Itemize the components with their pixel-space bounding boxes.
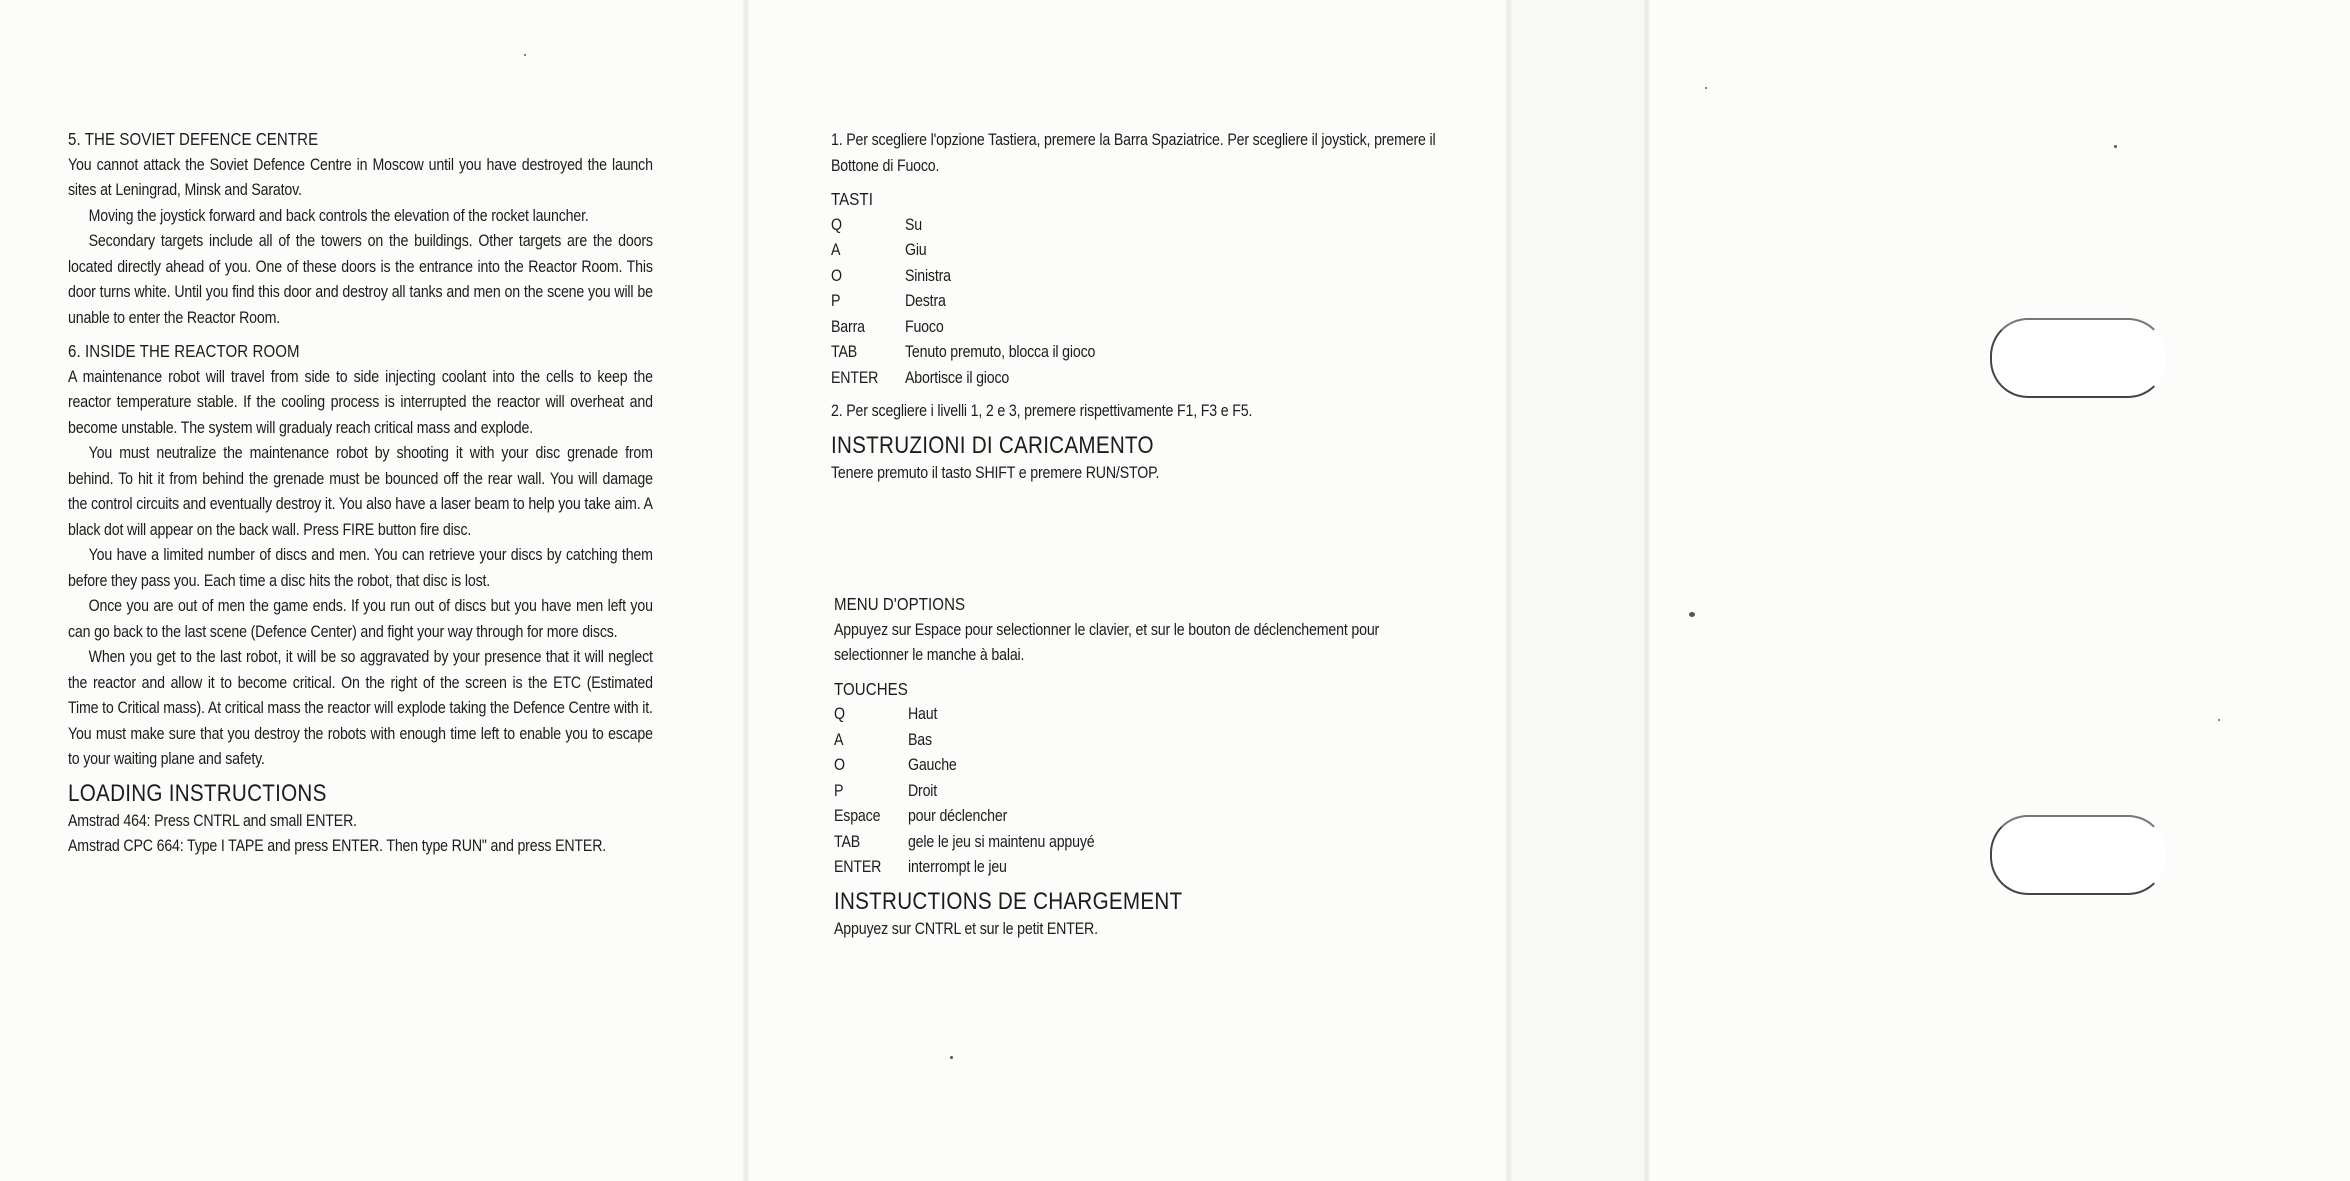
key-action: gele le jeu si maintenu appuyé [907, 832, 1095, 851]
key-name: Q [834, 705, 845, 723]
ink-speck [2114, 145, 2117, 148]
key-name: Q [831, 215, 842, 234]
ink-speck [2218, 719, 2220, 721]
key-name: O [831, 266, 842, 285]
key-name: P [831, 292, 841, 310]
spacer [834, 669, 1445, 677]
ink-speck [950, 1056, 953, 1059]
italian-intro: 1. Per scegliere l'opzione Tastiera, premere la Barra Spaziatrice. Per scegliere il joystick, premere il Bottone di Fuoco. [831, 131, 1436, 175]
loading-line: Amstrad CPC 664: Type I TAPE and press ENTER. Then type RUN" and press ENTER. [68, 837, 607, 855]
key-action: Giu [904, 241, 927, 259]
key-name: A [834, 730, 844, 749]
key-action: Abortisce il gioco [904, 368, 1010, 387]
flap-panel [1512, 0, 1645, 1181]
ink-speck [524, 54, 526, 56]
spacer [68, 331, 653, 339]
section6-paragraph: When you get to the last robot, it will be so aggravated by your presence that it will neglect the reactor and allow it to become critical. On the right of the screen is the ETC (Estimated Time to Critical mass). At critical mass the reactor will explode taking the Defence Centre with it. You must make sure that you destroy the robots with enough time left to enable you to escape to your waiting plane and safety. [68, 648, 653, 768]
key-name: P [834, 781, 844, 800]
spacer [831, 179, 1442, 187]
section6-paragraph: Once you are out of men the game ends. If you run out of discs but you have men left you can go back to the last scene (Defence Center) and fight your way through for more discs. [68, 597, 653, 641]
section6-paragraph: A maintenance robot will travel from side to side injecting coolant into the cells to keep the reactor temperature stable. If the cooling process is interrupted the reactor will overheat and become unstable. The system will gradualy reach critical mass and explode. [68, 367, 653, 437]
french-section [834, 592, 1445, 942]
italian-keys-table [831, 213, 1442, 392]
key-name: Barra [831, 317, 865, 336]
loading-line: Amstrad 464: Press CNTRL and small ENTER. [68, 811, 357, 830]
italian-loading-text: Tenere premuto il tasto SHIFT e premere RUN/STOP. [831, 463, 1160, 482]
die-cut-slot-top [1990, 318, 2166, 398]
section6-paragraph: You have a limited number of discs and men. You can retrieve your discs by catching them before they pass you. Each time a disc hits the robot, that disc is lost. [68, 546, 653, 590]
italian-levels: 2. Per scegliere i livelli 1, 2 e 3, premere rispettivamente F1, F3 e F5. [831, 402, 1253, 420]
key-name: Espace [834, 807, 881, 825]
loading-heading: LOADING INSTRUCTIONS [68, 779, 327, 807]
ink-speck [1689, 612, 1695, 617]
french-keys-table [834, 702, 1445, 881]
key-action: interrompt le jeu [907, 858, 1007, 876]
key-action: Bas [907, 730, 932, 749]
section5-paragraph: Moving the joystick forward and back controls the elevation of the rocket launcher. [88, 206, 589, 225]
key-action: Su [904, 215, 922, 234]
section5-heading: 5. THE SOVIET DEFENCE CENTRE [68, 129, 319, 149]
key-name: ENTER [834, 858, 882, 876]
italian-keys-heading: TASTI [831, 189, 873, 209]
left-column [68, 127, 653, 860]
key-name: TAB [831, 343, 858, 361]
key-action: Tenuto premuto, blocca il gioco [904, 343, 1096, 361]
section5-paragraph: Secondary targets include all of the towers on the buildings. Other targets are the doors located directly ahead of you. One of these doors is the entrance into the Reactor Room. This door turns white. Until you find this door and destroy all tanks and men on the scene you will be unable to enter the Reactor Room. [68, 232, 653, 327]
key-action: Destra [904, 292, 946, 310]
french-menu-text: Appuyez sur Espace pour selectionner le clavier, et sur le bouton de déclenchement pour selectionner le manche à balai. [834, 620, 1380, 664]
french-loading-heading: INSTRUCTIONS DE CHARGEMENT [834, 887, 1183, 915]
key-name: A [831, 241, 841, 259]
french-menu-heading: MENU D'OPTIONS [834, 594, 966, 614]
italian-loading-heading: INSTRUZIONI DI CARICAMENTO [831, 431, 1154, 459]
section5-paragraph: You cannot attack the Soviet Defence Centre in Moscow until you have destroyed the launch sites at Leningrad, Minsk and Saratov. [68, 155, 653, 199]
key-action: Droit [907, 781, 938, 800]
die-cut-slot-bottom [1990, 815, 2166, 895]
right-panel [1650, 0, 2350, 1181]
key-action: Sinistra [904, 266, 951, 285]
ink-speck [1705, 87, 1707, 89]
key-name: O [834, 756, 845, 774]
key-name: TAB [834, 832, 861, 851]
key-action: Fuoco [904, 317, 944, 336]
french-loading-text: Appuyez sur CNTRL et sur le petit ENTER. [834, 919, 1098, 938]
key-name: ENTER [831, 368, 879, 387]
key-action: Gauche [907, 756, 957, 774]
italian-section [831, 128, 1442, 486]
key-action: Haut [907, 705, 938, 723]
french-keys-heading: TOUCHES [834, 678, 908, 699]
spacer [831, 391, 1442, 399]
key-action: pour déclencher [907, 807, 1008, 825]
section6-paragraph: You must neutralize the maintenance robot by shooting it with your disc grenade from behind. To hit it from behind the grenade must be bounced off the rear wall. You will damage the control circuits and eventually destroy it. You also have a laser beam to help you take aim. A black dot will appear on the back wall. Press FIRE button fire disc. [68, 444, 653, 539]
section6-heading: 6. INSIDE THE REACTOR ROOM [68, 341, 300, 361]
